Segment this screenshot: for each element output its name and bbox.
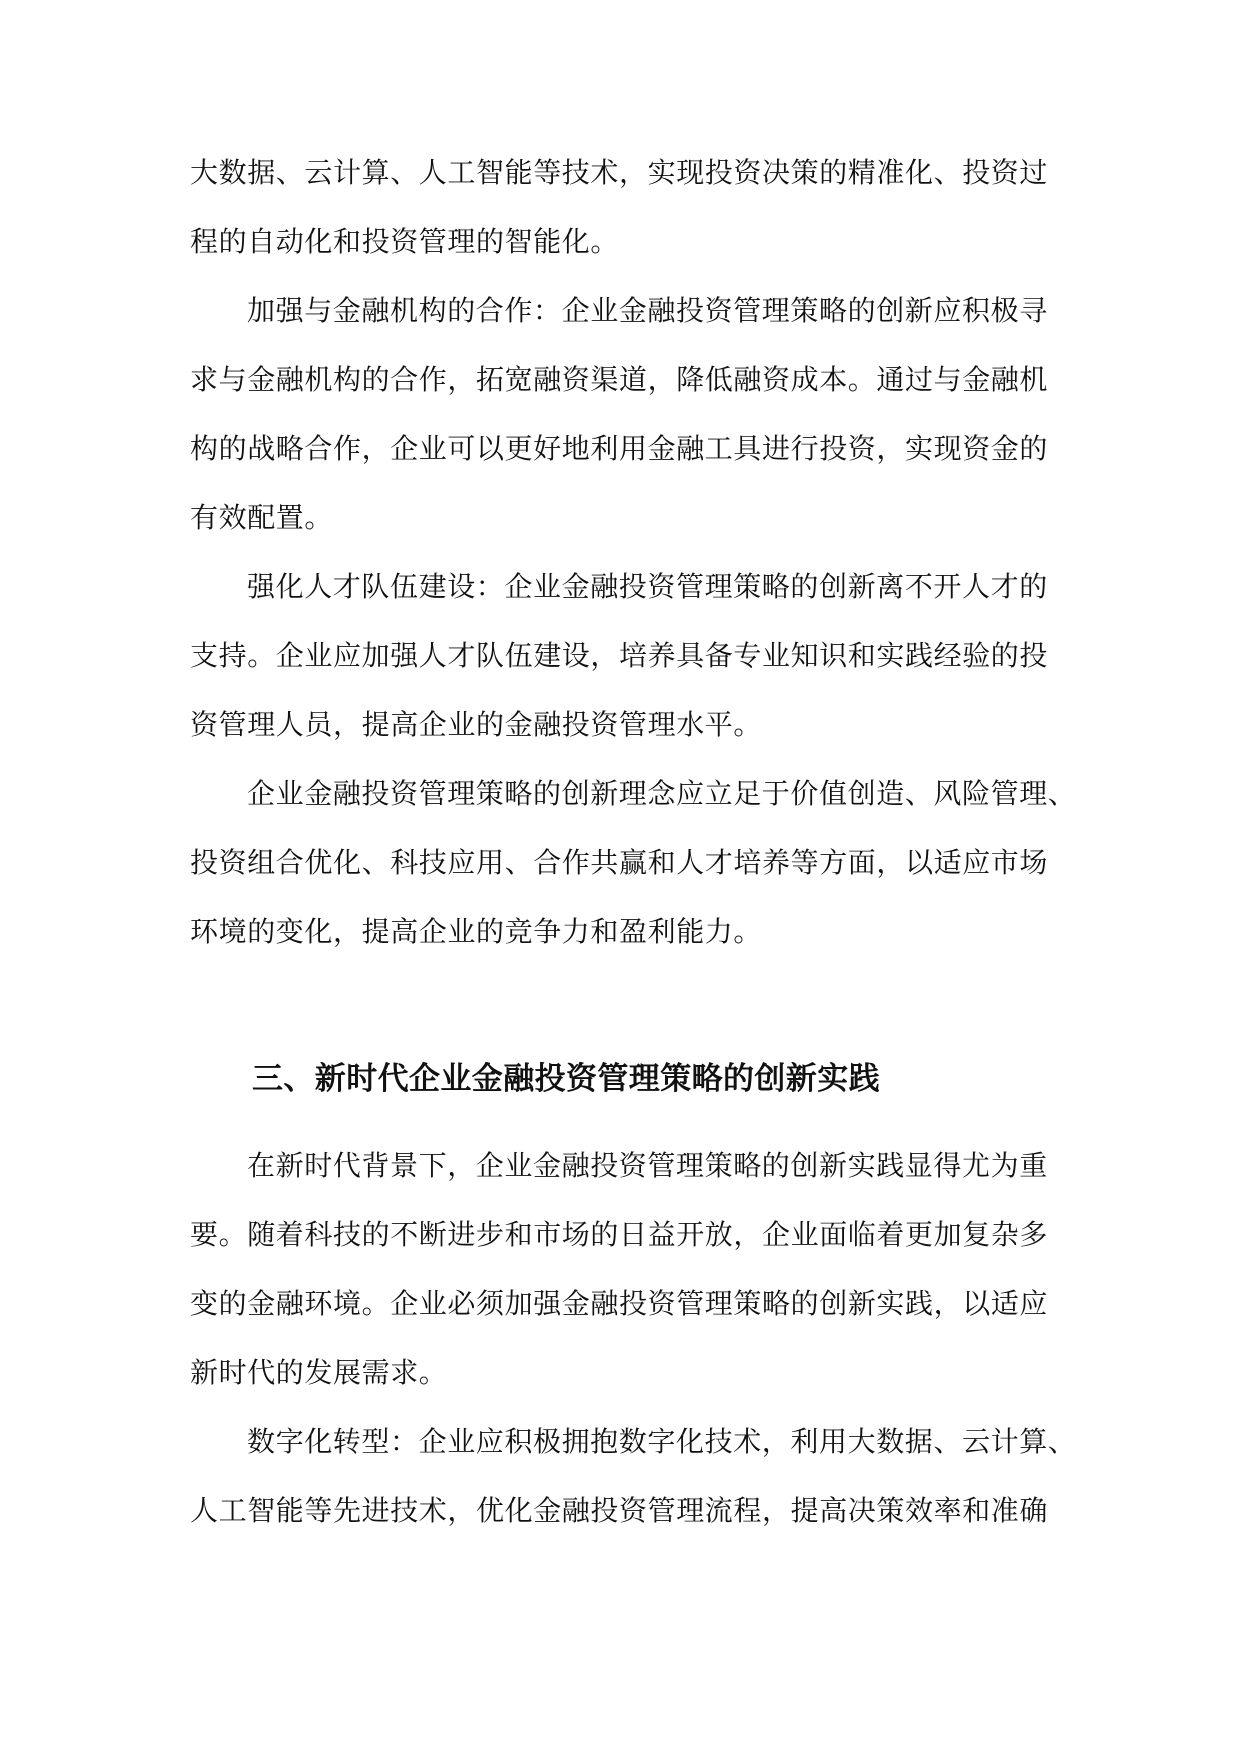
paragraph-digital-line-1: 数字化转型：企业应积极拥抱数字化技术，利用大数据、云计算、 (247, 1425, 1077, 1458)
paragraph-digital-line-2: 人工智能等先进技术，优化金融投资管理流程，提高决策效率和准确 (190, 1494, 1049, 1527)
paragraph-cooperation-line-4: 有效配置。 (190, 501, 334, 534)
paragraph-talent-line-1: 强化人才队伍建设：企业金融投资管理策略的创新离不开人才的 (247, 570, 1048, 603)
paragraph-cooperation-line-1: 加强与金融机构的合作：企业金融投资管理策略的创新应积极寻 (247, 294, 1048, 327)
paragraph-summary-line-1: 企业金融投资管理策略的创新理念应立足于价值创造、风险管理、 (247, 777, 1077, 810)
paragraph-talent-line-2: 支持。企业应加强人才队伍建设，培养具备专业知识和实践经验的投 (190, 639, 1049, 672)
paragraph-continuation-line-2: 程的自动化和投资管理的智能化。 (190, 225, 620, 258)
paragraph-cooperation-line-3: 构的战略合作，企业可以更好地利用金融工具进行投资，实现资金的 (190, 432, 1049, 465)
paragraph-cooperation-line-2: 求与金融机构的合作，拓宽融资渠道，降低融资成本。通过与金融机 (190, 363, 1049, 396)
paragraph-practice-line-3: 变的金融环境。企业必须加强金融投资管理策略的创新实践，以适应 (190, 1287, 1049, 1320)
paragraph-practice-line-1: 在新时代背景下，企业金融投资管理策略的创新实践显得尤为重 (247, 1149, 1048, 1182)
paragraph-practice-line-4: 新时代的发展需求。 (190, 1356, 448, 1389)
paragraph-summary-line-2: 投资组合优化、科技应用、合作共赢和人才培养等方面，以适应市场 (190, 846, 1049, 879)
paragraph-summary-line-3: 环境的变化，提高企业的竞争力和盈利能力。 (190, 915, 763, 948)
paragraph-talent-line-3: 资管理人员，提高企业的金融投资管理水平。 (190, 708, 763, 741)
section-heading: 三、新时代企业金融投资管理策略的创新实践 (252, 1061, 880, 1097)
paragraph-practice-line-2: 要。随着科技的不断进步和市场的日益开放，企业面临着更加复杂多 (190, 1218, 1049, 1251)
paragraph-continuation-line-1: 大数据、云计算、人工智能等技术，实现投资决策的精准化、投资过 (190, 156, 1049, 189)
